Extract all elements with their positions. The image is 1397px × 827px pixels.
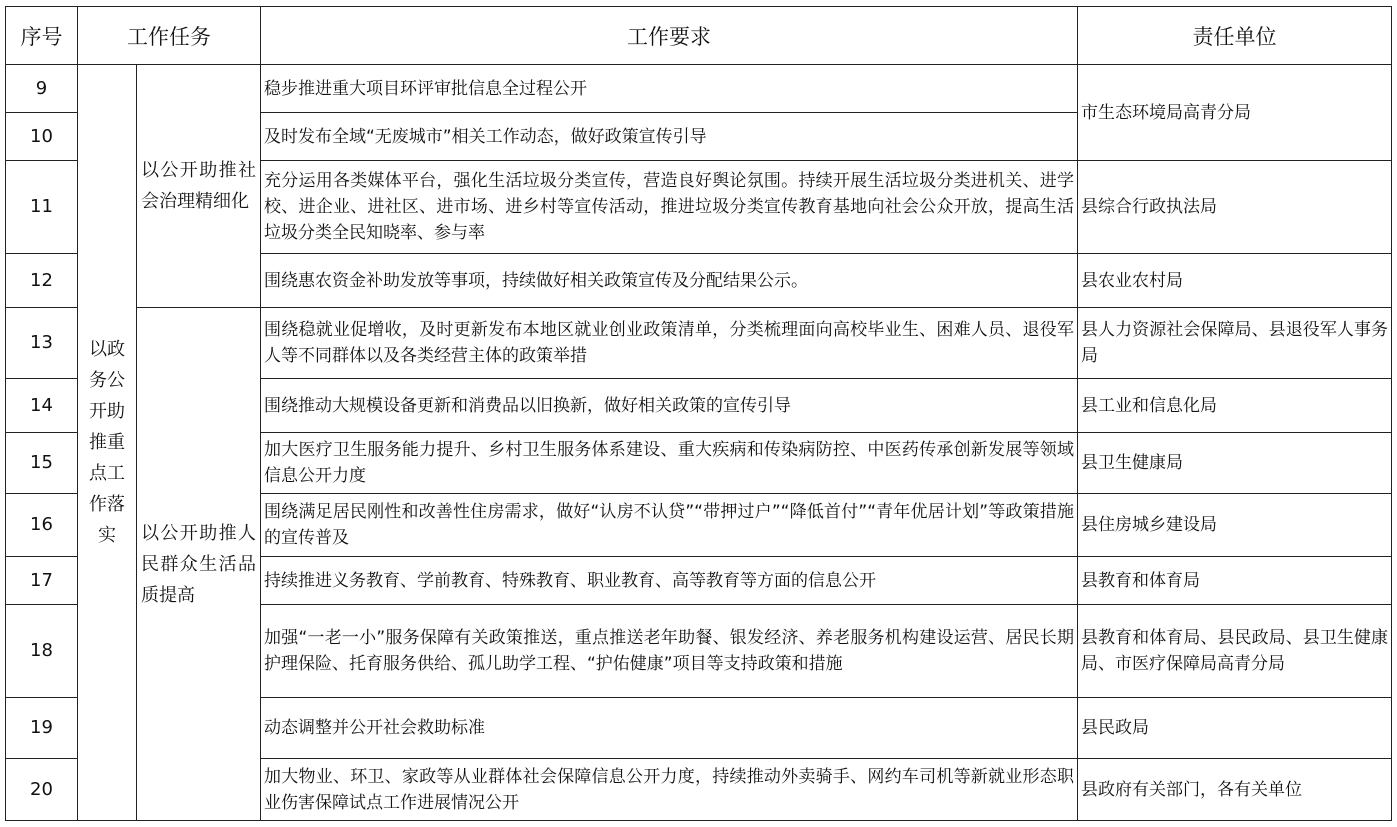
- row-num: 13: [6, 308, 78, 379]
- row-num: 9: [6, 65, 78, 113]
- row-requirement: 加强“一老一小”服务保障有关政策推送，重点推送老年助餐、银发经济、养老服务机构建设运营、居民长期护理保险、托育服务供给、孤儿助学工程、“护佑健康”项目等支持政策和措施: [261, 605, 1078, 698]
- row-requirement: 围绕满足居民刚性和改善性住房需求，做好“认房不认贷”“带押过户”“降低首付”“青年优居计划”等政策措施的宣传普及: [261, 494, 1078, 557]
- row-requirement: 围绕推动大规模设备更新和消费品以旧换新，做好相关政策的宣传引导: [261, 379, 1078, 433]
- row-num: 14: [6, 379, 78, 433]
- table-row: [6, 65, 1392, 113]
- row-requirement: 充分运用各类媒体平台，强化生活垃圾分类宣传，营造良好舆论氛围。持续开展生活垃圾分类进机关、进学校、进企业、进社区、进市场、进乡村等宣传活动，推进垃圾分类宣传教育基地向社会公众开放，提高生活垃圾分类全民知晓率、参与率: [261, 161, 1078, 254]
- row-requirement: 及时发布全域“无废城市”相关工作动态，做好政策宣传引导: [261, 113, 1078, 161]
- row-unit: 县农业农村局: [1078, 254, 1392, 308]
- table-row: [6, 308, 1392, 379]
- row-unit: 县卫生健康局: [1078, 433, 1392, 494]
- row-requirement: 动态调整并公开社会救助标准: [261, 698, 1078, 759]
- row-unit: 县工业和信息化局: [1078, 379, 1392, 433]
- row-unit: 县民政局: [1078, 698, 1392, 759]
- header-unit: 责任单位: [1078, 7, 1392, 65]
- row-unit: 县综合行政执法局: [1078, 161, 1392, 254]
- row-num: 19: [6, 698, 78, 759]
- header-task: 工作任务: [78, 7, 261, 65]
- row-unit: 县政府有关部门，各有关单位: [1078, 759, 1392, 821]
- header-num: 序号: [6, 7, 78, 65]
- row-unit: 县教育和体育局、县民政局、县卫生健康局、市医疗保障局高青分局: [1078, 605, 1392, 698]
- row-num: 15: [6, 433, 78, 494]
- work-task-table: [5, 6, 1392, 821]
- row-unit: 市生态环境局高青分局: [1078, 65, 1392, 161]
- row-num: 17: [6, 557, 78, 605]
- header-row: [6, 7, 1392, 65]
- row-unit: 县住房城乡建设局: [1078, 494, 1392, 557]
- row-unit: 县人力资源社会保障局、县退役军人事务局: [1078, 308, 1392, 379]
- header-req: 工作要求: [261, 7, 1078, 65]
- row-requirement: 围绕惠农资金补助发放等事项，持续做好相关政策宣传及分配结果公示。: [261, 254, 1078, 308]
- row-unit: 县教育和体育局: [1078, 557, 1392, 605]
- sub-task-cell: 以公开助推人民群众生活品质提高: [137, 308, 261, 821]
- main-task-cell: 以政务公开助推重点工作落实: [78, 65, 137, 821]
- sub-task-cell: 以公开助推社会治理精细化: [137, 65, 261, 308]
- row-requirement: 加大医疗卫生服务能力提升、乡村卫生服务体系建设、重大疾病和传染病防控、中医药传承创新发展等领域信息公开力度: [261, 433, 1078, 494]
- row-num: 12: [6, 254, 78, 308]
- row-requirement: 稳步推进重大项目环评审批信息全过程公开: [261, 65, 1078, 113]
- row-num: 20: [6, 759, 78, 821]
- row-num: 18: [6, 605, 78, 698]
- row-requirement: 围绕稳就业促增收，及时更新发布本地区就业创业政策清单，分类梳理面向高校毕业生、困难人员、退役军人等不同群体以及各类经营主体的政策举措: [261, 308, 1078, 379]
- row-num: 10: [6, 113, 78, 161]
- row-num: 11: [6, 161, 78, 254]
- row-num: 16: [6, 494, 78, 557]
- row-requirement: 加大物业、环卫、家政等从业群体社会保障信息公开力度，持续推动外卖骑手、网约车司机等新就业形态职业伤害保障试点工作进展情况公开: [261, 759, 1078, 821]
- row-requirement: 持续推进义务教育、学前教育、特殊教育、职业教育、高等教育等方面的信息公开: [261, 557, 1078, 605]
